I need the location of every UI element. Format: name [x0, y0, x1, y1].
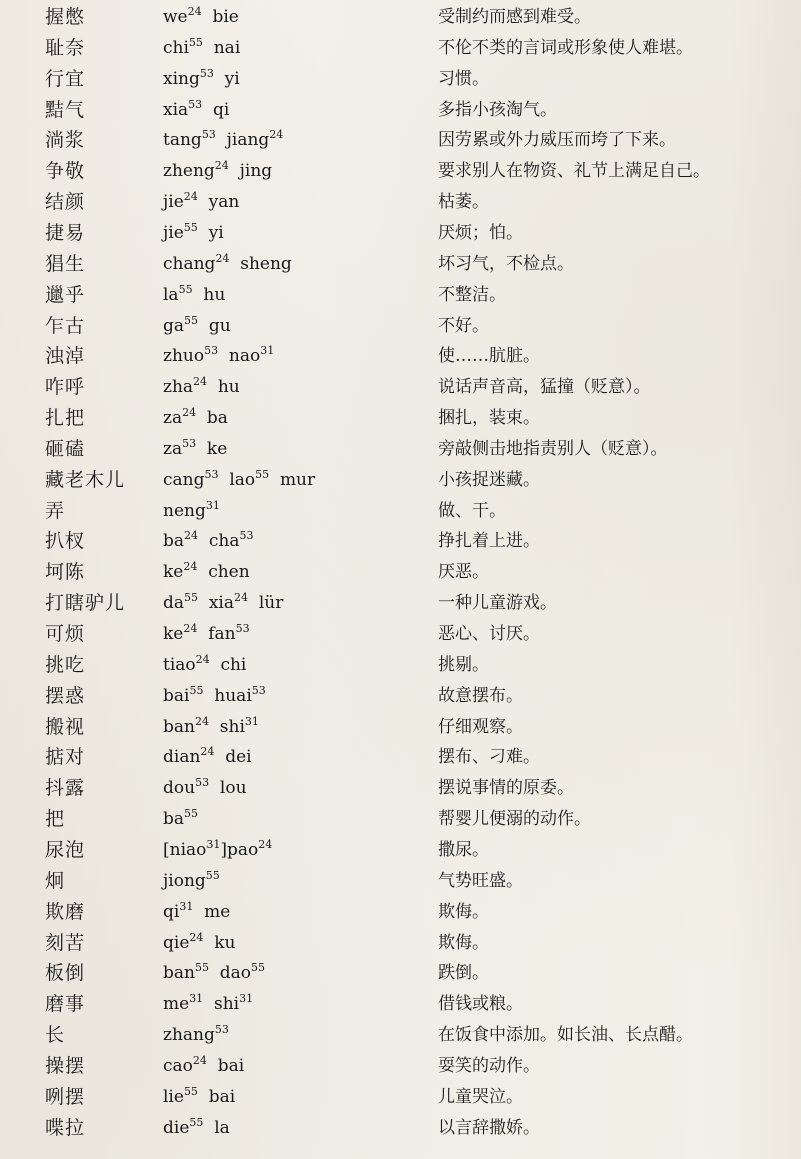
tone-number: 55: [194, 961, 209, 975]
entry-definition: 旁敲侧击地指责别人（贬意）。: [438, 438, 668, 459]
tone-number: 53: [201, 128, 216, 142]
syllable: gu: [208, 315, 231, 336]
glossary-entry: [0, 341, 801, 372]
tone-number: 31: [179, 899, 194, 913]
tone-number: 24: [269, 128, 284, 142]
entry-definition: 摆布、刁难。: [438, 747, 540, 768]
entry-term: 可烦: [45, 623, 86, 645]
entry-pronunciation: [163, 835, 272, 867]
entry-definition: 要求别人在物资、礼节上满足自己。: [438, 161, 710, 182]
tone-number: 55: [255, 467, 270, 481]
entry-term: 乍古: [45, 314, 86, 337]
entry-term: 磨事: [45, 993, 86, 1016]
entry-term: 藏老木儿: [45, 468, 126, 491]
entry-definition: 习惯。: [438, 68, 489, 89]
entry-term: 争敬: [45, 160, 86, 183]
entry-pronunciation: [163, 928, 235, 960]
entry-term: 行宜: [45, 67, 86, 90]
entry-pronunciation: [163, 958, 265, 990]
entry-definition: 受制约而感到难受。: [438, 7, 591, 27]
entry-definition: 厌恶。: [438, 562, 489, 583]
syllable: hu: [217, 377, 240, 398]
syllable: zheng: [163, 161, 215, 182]
tone-number: 55: [205, 868, 220, 882]
entry-definition: 挑剔。: [438, 654, 489, 675]
syllable: ke: [206, 438, 228, 459]
syllable: tang: [163, 130, 202, 151]
entry-pronunciation: [163, 650, 246, 682]
glossary-entry: [0, 125, 801, 156]
entry-definition: 帮婴儿便溺的动作。: [438, 809, 591, 830]
entry-definition: 恶心、讨厌。: [438, 624, 540, 644]
tone-number: 53: [195, 776, 210, 790]
syllable: qi: [212, 99, 230, 120]
syllable: cang: [163, 469, 205, 490]
entry-pronunciation: [163, 2, 239, 34]
syllable: hu: [203, 284, 226, 305]
tone-number: 31: [244, 714, 259, 728]
tone-number: 31: [206, 837, 221, 851]
entry-definition: 不伦不类的言词或形象使人难堪。: [438, 37, 693, 58]
syllable: nao: [228, 346, 261, 367]
tone-number: 24: [195, 652, 210, 666]
glossary-entry: [0, 958, 801, 989]
syllable: da: [163, 593, 185, 614]
entry-term: 邋乎: [45, 283, 86, 306]
tone-number: 55: [184, 313, 199, 327]
entry-pronunciation: [163, 33, 240, 65]
syllable: mur: [279, 469, 316, 490]
entry-definition: 欺侮。: [438, 932, 489, 953]
glossary-entry: [0, 712, 801, 743]
glossary-entry: [0, 218, 801, 249]
tone-number: 53: [251, 683, 266, 697]
syllable: bie: [212, 7, 239, 27]
glossary-entry: [0, 742, 801, 773]
glossary-entry: [0, 804, 801, 835]
tone-number: 31: [260, 344, 275, 358]
glossary-entry: [0, 650, 801, 681]
entry-definition: 使……肮脏。: [438, 346, 540, 367]
entry-definition: 小孩捉迷藏。: [438, 469, 540, 490]
tone-number: 31: [239, 992, 254, 1006]
entry-term: 把: [45, 808, 66, 831]
glossary-entry: [0, 773, 801, 804]
entry-pronunciation: [163, 465, 315, 497]
entry-pronunciation: [163, 1051, 244, 1083]
entry-pronunciation: [163, 64, 240, 96]
syllable: ba: [206, 408, 228, 429]
syllable: jie: [163, 222, 184, 243]
syllable: ban: [163, 963, 195, 984]
syllable: qi: [163, 901, 180, 922]
entry-term: 浊淖: [45, 345, 86, 368]
entry-definition: 仔细观察。: [438, 716, 523, 737]
tone-number: 31: [189, 992, 204, 1006]
tone-number: 24: [187, 5, 202, 18]
glossary-entry: [0, 372, 801, 403]
syllable: la: [163, 284, 179, 305]
tone-number: 24: [184, 529, 199, 543]
entry-pronunciation: [163, 1113, 230, 1145]
tone-number: 31: [205, 498, 220, 512]
glossary-entry: [0, 465, 801, 496]
syllable: xia: [163, 99, 189, 120]
syllable: dei: [225, 747, 252, 768]
syllable: chi: [220, 654, 247, 675]
entry-definition: 以言辞撒娇。: [438, 1117, 540, 1138]
glossary-entry: [0, 64, 801, 95]
syllable: me: [163, 994, 190, 1015]
entry-definition: 在饭食中添加。如长油、长点醋。: [438, 1025, 693, 1046]
entry-definition: 气势旺盛。: [438, 870, 523, 891]
glossary-entry: [0, 33, 801, 64]
entry-term: 喋拉: [45, 1116, 86, 1139]
entry-definition: 多指小孩淘气。: [438, 99, 557, 120]
entry-definition: 撒尿。: [438, 839, 489, 860]
entry-term: 砸磕: [45, 437, 86, 460]
syllable: ba: [163, 809, 185, 830]
entry-term: 淌浆: [45, 129, 86, 152]
syllable: jiang: [226, 130, 270, 151]
entry-definition: 枯萎。: [438, 192, 489, 213]
entry-definition: 不整洁。: [438, 284, 506, 305]
tone-number: 24: [183, 190, 198, 204]
tone-number: 55: [184, 807, 199, 821]
entry-term: 坷陈: [45, 561, 86, 584]
entry-pronunciation: [163, 588, 283, 620]
entry-pronunciation: [163, 866, 220, 898]
entry-pronunciation: [163, 156, 272, 188]
syllable: lie: [163, 1086, 184, 1107]
entry-term: 结颜: [45, 191, 86, 214]
entry-term: 猖生: [45, 252, 86, 275]
syllable: yi: [208, 222, 224, 243]
syllable: cha: [208, 531, 240, 552]
tone-number: 24: [183, 560, 198, 574]
entry-pronunciation: [163, 804, 198, 836]
entry-pronunciation: [163, 125, 283, 157]
glossary-entry: [0, 2, 801, 33]
syllable: za: [163, 438, 183, 459]
tone-number: 24: [258, 837, 273, 851]
entry-definition: 故意摆布。: [438, 685, 523, 706]
entry-term: 咧摆: [45, 1085, 86, 1108]
syllable: dao: [219, 963, 252, 984]
tone-number: 24: [200, 745, 215, 759]
syllable: yi: [224, 68, 240, 89]
entry-definition: 挣扎着上进。: [438, 531, 540, 552]
tone-number: 53: [199, 66, 214, 80]
tone-number: 24: [182, 406, 197, 420]
syllable: qie: [163, 932, 190, 953]
entry-term: 耻奈: [45, 36, 86, 59]
syllable: sheng: [240, 253, 292, 274]
entry-term: 掂对: [45, 746, 86, 769]
syllable: zhuo: [163, 346, 205, 367]
entry-definition: 跌倒。: [438, 963, 489, 984]
syllable: xing: [163, 68, 200, 89]
syllable: chi: [163, 37, 189, 58]
syllable: shi: [219, 716, 245, 737]
glossary-entry: [0, 526, 801, 557]
entry-term: 扒杈: [45, 530, 86, 553]
entry-term: 捷易: [45, 221, 86, 244]
entry-definition: 耍笑的动作。: [438, 1055, 540, 1076]
entry-pronunciation: [163, 1020, 229, 1052]
entry-pronunciation: [163, 712, 259, 744]
entry-term: 弄: [45, 499, 66, 522]
syllable: we: [163, 7, 188, 27]
tone-number: 24: [194, 714, 209, 728]
entry-definition: 摆说事情的原委。: [438, 778, 574, 799]
syllable: dou: [163, 778, 196, 799]
syllable: lao: [229, 469, 256, 490]
syllable: la: [214, 1117, 230, 1138]
entry-pronunciation: [163, 496, 220, 528]
syllable: ba: [163, 531, 185, 552]
syllable: tiao: [163, 654, 196, 675]
entry-pronunciation: [163, 681, 266, 713]
syllable: ke: [163, 562, 184, 583]
syllable: jiong: [163, 870, 206, 891]
entry-term: 板倒: [45, 962, 86, 985]
entry-pronunciation: [163, 557, 250, 589]
entry-term: 咋呼: [45, 376, 86, 399]
entry-pronunciation: [163, 897, 230, 929]
glossary-entry: [0, 187, 801, 218]
entry-term: 刻苦: [45, 931, 86, 954]
syllable: lou: [219, 778, 247, 799]
glossary-entry: [0, 434, 801, 465]
syllable: huai: [214, 685, 252, 706]
tone-number: 55: [188, 35, 203, 49]
tone-number: 24: [183, 622, 198, 635]
entry-term: 扎把: [45, 407, 86, 430]
entry-definition: 一种儿童游戏。: [438, 593, 557, 614]
syllable: jing: [239, 161, 273, 182]
entry-term: 搬视: [45, 715, 86, 738]
tone-number: 24: [214, 159, 229, 173]
tone-number: 53: [204, 344, 219, 358]
entry-definition: 欺侮。: [438, 901, 489, 922]
syllable: neng: [163, 500, 206, 521]
syllable: shi: [214, 994, 240, 1015]
glossary-entry: [0, 866, 801, 897]
glossary-entry: [0, 681, 801, 712]
tone-number: 53: [182, 436, 197, 450]
entry-definition: 做、干。: [438, 500, 506, 521]
syllable: chang: [163, 253, 216, 274]
entry-pronunciation: [163, 1082, 235, 1114]
entry-pronunciation: [163, 742, 252, 774]
syllable: ke: [163, 624, 184, 644]
syllable: bai: [208, 1086, 236, 1107]
glossary-entry: [0, 897, 801, 928]
entry-term: 打瞎驴儿: [45, 592, 126, 615]
syllable: ban: [163, 716, 195, 737]
entry-term: 握憋: [45, 6, 86, 28]
syllable: xia: [208, 593, 235, 614]
syllable: yan: [208, 192, 240, 213]
entry-definition: 厌烦；怕。: [438, 222, 523, 243]
glossary-entry: [0, 1113, 801, 1144]
tone-number: 53: [239, 529, 254, 543]
entry-pronunciation: [163, 341, 274, 373]
glossary-entry: [0, 1051, 801, 1082]
syllable: za: [163, 408, 183, 429]
glossary-entry: [0, 1082, 801, 1113]
entry-definition: 儿童哭泣。: [438, 1086, 523, 1107]
entry-pronunciation: [163, 989, 253, 1021]
tone-number: 53: [188, 97, 203, 111]
syllable: cao: [163, 1055, 193, 1076]
tone-number: 24: [234, 591, 249, 605]
glossary-entry: [0, 835, 801, 866]
syllable: jie: [163, 192, 184, 213]
tone-number: 53: [204, 467, 219, 481]
entry-pronunciation: [163, 187, 239, 219]
entry-pronunciation: [163, 619, 250, 651]
glossary-entry: [0, 403, 801, 434]
entry-definition: 说话声音高，猛撞（贬意）。: [438, 377, 651, 398]
syllable: bai: [163, 685, 190, 706]
glossary-entry: [0, 496, 801, 527]
entry-pronunciation: [163, 95, 229, 127]
entry-definition: 因劳累或外力威压而垮了下来。: [438, 130, 676, 151]
entry-definition: 借钱或粮。: [438, 994, 523, 1015]
syllable: ku: [214, 932, 236, 953]
syllable: fan: [208, 624, 236, 644]
entry-pronunciation: [163, 218, 224, 250]
entry-pronunciation: [163, 403, 228, 435]
glossary-entry: [0, 619, 801, 650]
tone-number: 55: [178, 282, 193, 296]
entry-pronunciation: [163, 434, 227, 466]
syllable: zha: [163, 377, 194, 398]
syllable: lür: [258, 593, 284, 614]
entry-term: 操摆: [45, 1054, 86, 1077]
tone-number: 24: [189, 930, 204, 944]
glossary-entry: [0, 156, 801, 187]
syllable: ga: [163, 315, 185, 336]
tone-number: 55: [183, 220, 198, 234]
entry-definition: 捆扎，装束。: [438, 408, 540, 429]
glossary-entry: [0, 928, 801, 959]
glossary-entry: [0, 249, 801, 280]
entry-term: 黠气: [45, 98, 86, 121]
syllable: chen: [208, 562, 250, 583]
syllable: nai: [213, 37, 241, 58]
syllable: [niao: [163, 839, 207, 860]
tone-number: 53: [214, 1023, 229, 1037]
tone-number: 55: [189, 683, 204, 697]
tone-number: 55: [251, 961, 266, 975]
entry-term: 炯: [45, 869, 66, 892]
entry-term: 抖露: [45, 777, 86, 800]
entry-term: 长: [45, 1024, 66, 1047]
glossary-entry: [0, 311, 801, 342]
syllable: me: [204, 901, 231, 922]
tone-number: 55: [183, 1084, 198, 1098]
entry-term: 尿泡: [45, 838, 86, 861]
entry-pronunciation: [163, 311, 231, 343]
entry-term: 欺磨: [45, 900, 86, 923]
tone-number: 24: [192, 1053, 207, 1067]
entry-term: 摆惑: [45, 684, 86, 707]
syllable: bai: [217, 1055, 245, 1076]
glossary-entry: [0, 588, 801, 619]
tone-number: 53: [235, 622, 250, 635]
tone-number: 55: [189, 1115, 204, 1129]
glossary-entry: [0, 989, 801, 1020]
entry-pronunciation: [163, 372, 240, 404]
tone-number: 24: [193, 375, 208, 389]
entry-pronunciation: [163, 526, 253, 558]
syllable: ]pao: [220, 839, 259, 860]
entry-definition: 不好。: [438, 315, 489, 336]
entry-term: 挑吃: [45, 653, 86, 676]
tone-number: 55: [184, 591, 199, 605]
tone-number: 24: [215, 251, 230, 265]
glossary-entry: [0, 1020, 801, 1051]
glossary-entry: [0, 280, 801, 311]
entry-pronunciation: [163, 249, 292, 281]
glossary-entry: [0, 557, 801, 588]
entry-pronunciation: [163, 773, 247, 805]
syllable: zhang: [163, 1025, 215, 1046]
syllable: dian: [163, 747, 201, 768]
syllable: die: [163, 1117, 190, 1138]
entry-definition: 坏习气，不检点。: [438, 253, 574, 274]
entry-pronunciation: [163, 280, 225, 312]
glossary-entry: [0, 95, 801, 126]
